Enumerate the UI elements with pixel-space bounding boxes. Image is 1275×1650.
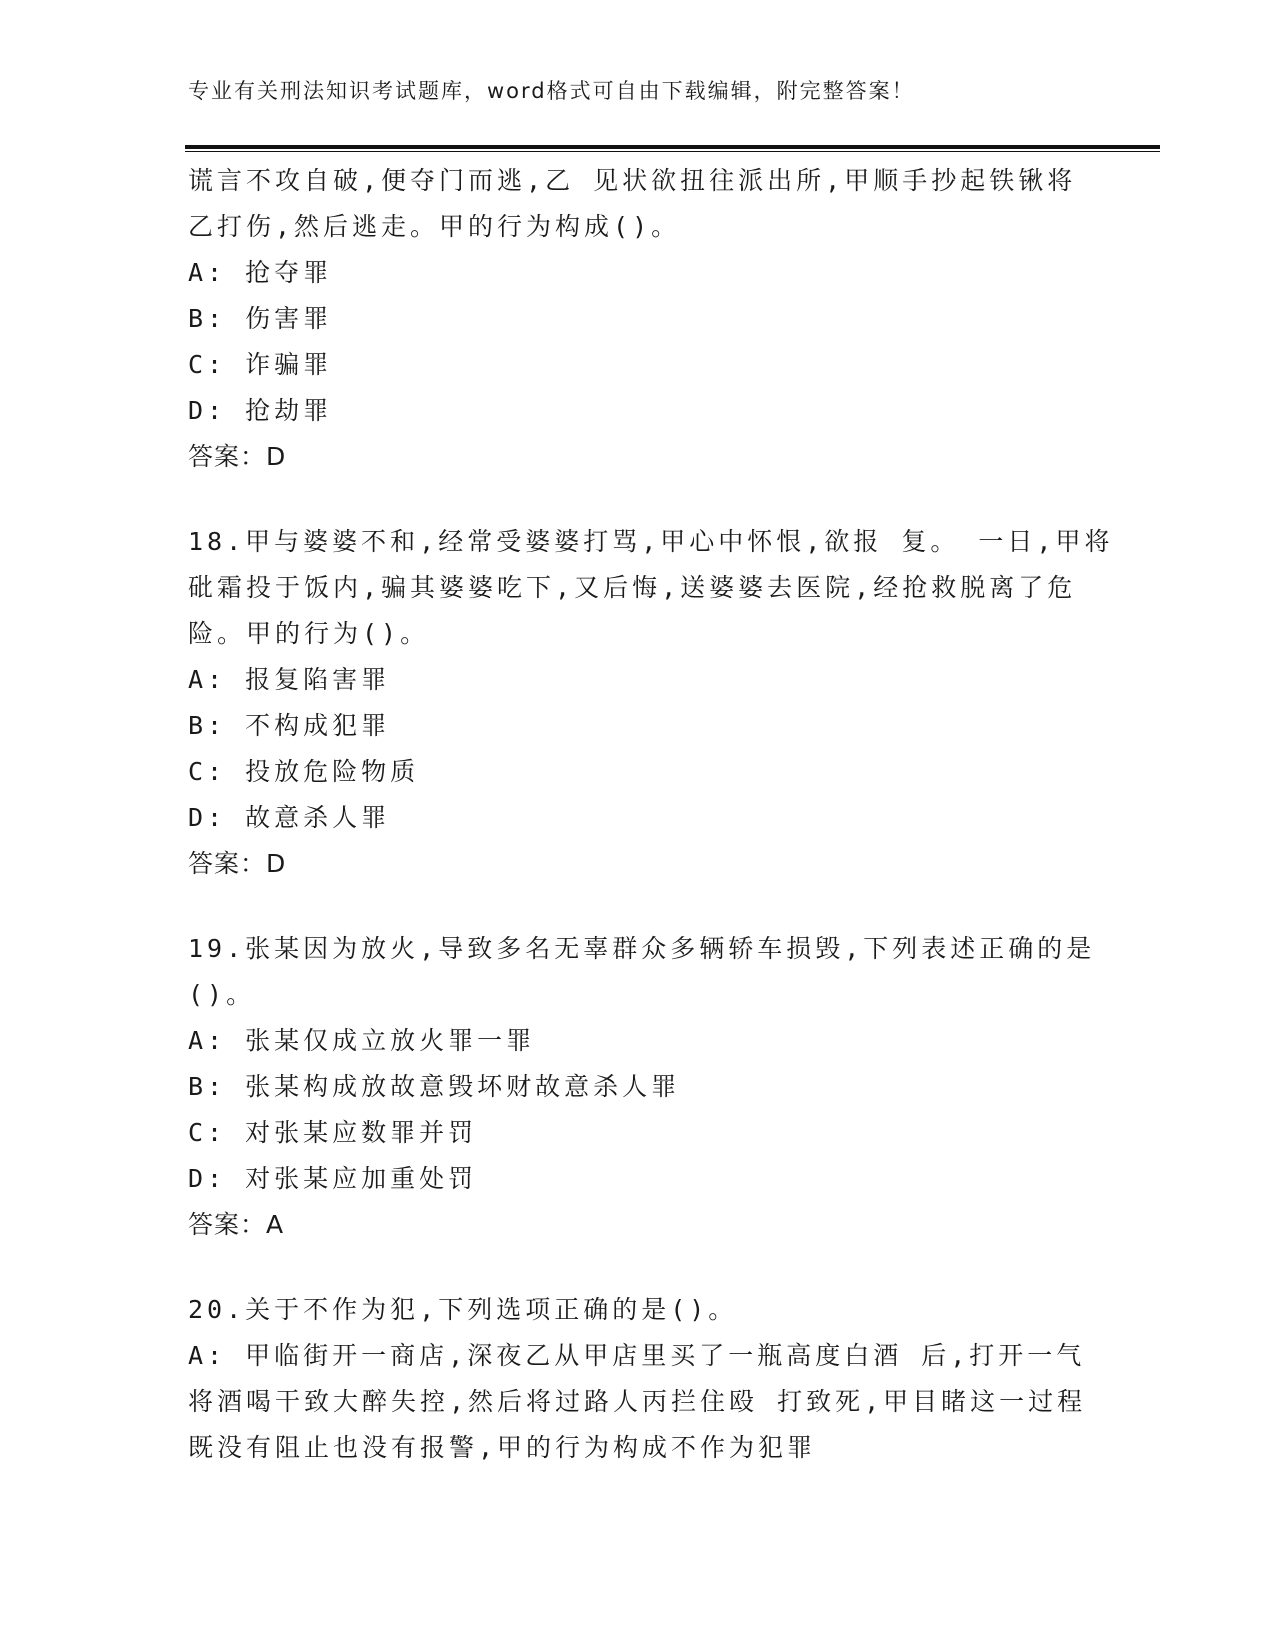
answer-label: 答案：D [188,849,287,878]
spacer [188,1248,1088,1287]
question-text-line: 谎言不攻自破,便夺门而逃,乙 见状欲扭往派出所,甲顺手抄起铁锹将 [188,166,1077,195]
option-a-continued: 将酒喝干致大醉失控,然后将过路人丙拦住殴 打致死,甲目睹这一过程 [188,1387,1087,1416]
option-b: B: 伤害罪 [188,304,333,333]
spacer [188,887,1088,926]
option-d: D: 故意杀人罪 [188,803,391,832]
question-text-line: 险。甲的行为()。 [188,619,430,648]
option-a: A: 报复陷害罪 [188,665,391,694]
question-20-block [188,1287,1088,1471]
answer-label: 答案：D [188,442,287,471]
option-a: A: 甲临街开一商店,深夜乙从甲店里买了一瓶高度白酒 后,打开一气 [188,1341,1086,1370]
option-a: A: 抢夺罪 [188,258,333,287]
question-text-line: 19.张某因为放火,导致多名无辜群众多辆轿车损毁,下列表述正确的是 [188,934,1096,963]
option-c: C: 对张某应数罪并罚 [188,1118,478,1147]
option-c: C: 投放危险物质 [188,757,420,786]
option-a-continued: 既没有阻止也没有报警,甲的行为构成不作为犯罪 [188,1433,817,1462]
question-17-block [188,158,1088,480]
header-rule-thick [185,145,1160,149]
question-text-line: 20.关于不作为犯,下列选项正确的是()。 [188,1295,738,1324]
option-a: A: 张某仅成立放火罪一罪 [188,1026,536,1055]
header-rule-thin [185,151,1160,152]
option-d: D: 对张某应加重处罚 [188,1164,478,1193]
spacer [188,480,1088,519]
option-d: D: 抢劫罪 [188,396,333,425]
option-c: C: 诈骗罪 [188,350,333,379]
question-text-line: ()。 [188,980,256,1009]
page-header: 专业有关刑法知识考试题库，word格式可自由下载编辑，附完整答案！ [188,79,915,103]
option-b: B: 张某构成放故意毁坏财故意杀人罪 [188,1072,681,1101]
question-text-line: 18.甲与婆婆不和,经常受婆婆打骂,甲心中怀恨,欲报 复。 一日,甲将 [188,527,1114,556]
option-b: B: 不构成犯罪 [188,711,391,740]
question-18-block [188,519,1114,887]
answer-label: 答案：A [188,1210,285,1239]
question-text-line: 砒霜投于饭内,骗其婆婆吃下,又后悔,送婆婆去医院,经抢救脱离了危 [188,573,1077,602]
question-text-line: 乙打伤,然后逃走。甲的行为构成()。 [188,212,681,241]
question-19-block [188,926,1096,1248]
question-content [188,158,1114,1471]
